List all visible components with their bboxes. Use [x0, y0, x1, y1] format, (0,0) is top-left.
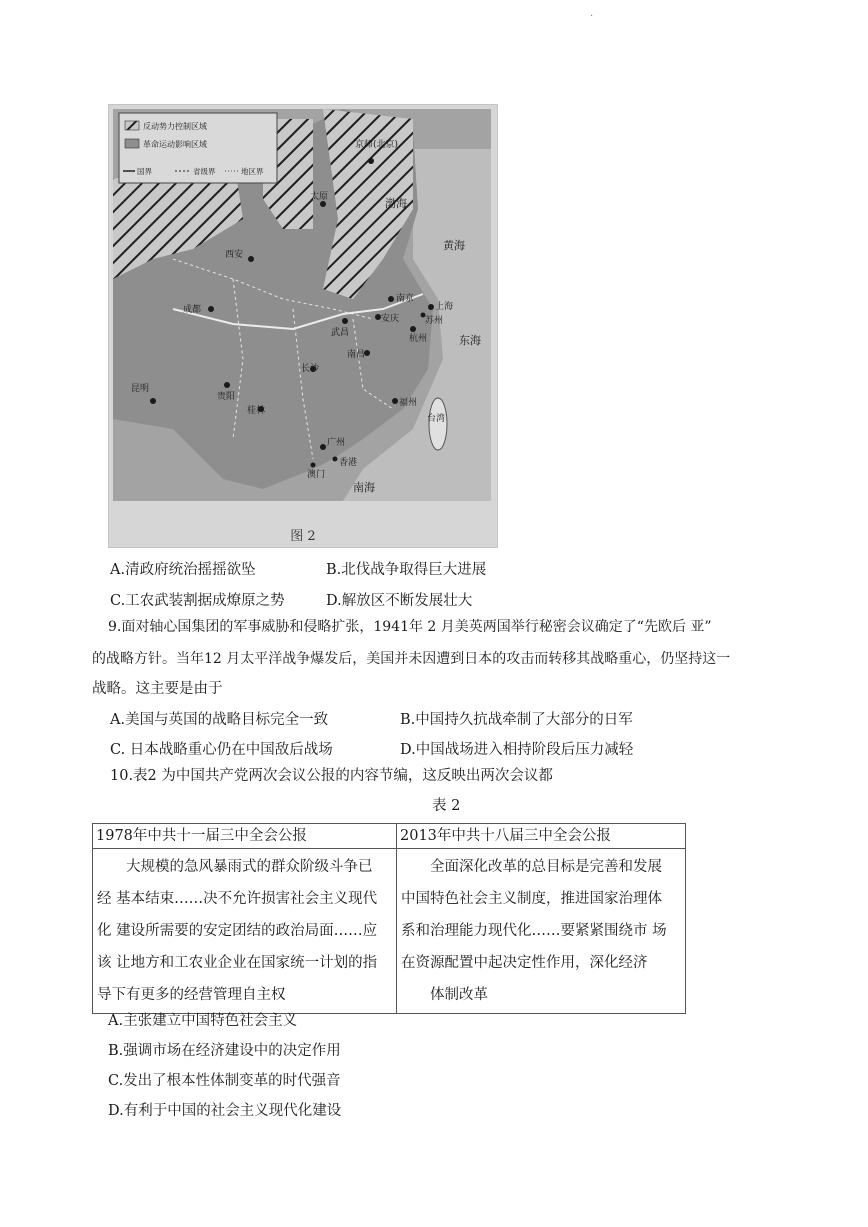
sea-label: 南海: [353, 481, 375, 494]
city-label: 南京: [396, 294, 415, 304]
q9-option-d[interactable]: D.中国战场进入相持阶段后压力减轻: [400, 742, 634, 758]
city-marker: [150, 398, 156, 404]
sea-label: 东海: [459, 334, 481, 347]
cell-line: 在资源配置中起决定性作用，深化经济: [401, 955, 648, 971]
q10-option-b[interactable]: B.强调市场在经济建设中的决定作用: [108, 1043, 341, 1059]
legend-provincial-border: 省级界: [193, 167, 216, 176]
city-marker: [428, 304, 434, 310]
city-marker: [333, 457, 338, 462]
legend-revolutionary: 革命运动影响区域: [143, 140, 207, 149]
q10-option-d[interactable]: D.有利于中国的社会主义现代化建设: [108, 1103, 342, 1119]
header-mark: .: [590, 8, 594, 19]
city-label: 京师(北京): [355, 140, 399, 150]
city-marker: [342, 318, 348, 324]
city-label: 南昌: [347, 350, 366, 360]
cell-line: 系和治理能力现代化……要紧紧围绕市 场: [401, 923, 667, 939]
q10-option-a[interactable]: A.主张建立中国特色社会主义: [108, 1013, 298, 1029]
cell-line: 大规模的急风暴雨式的群众阶级斗争已: [126, 859, 373, 875]
city-label: 安庆: [381, 314, 400, 324]
q10-option-c[interactable]: C.发出了根本性体制变革的时代强音: [108, 1073, 341, 1089]
city-label: 长沙: [301, 364, 320, 374]
figure-caption: 图 2: [290, 529, 316, 544]
cell-line: 化 建设所需要的安定团结的政治局面……应: [97, 923, 378, 939]
city-label: 台湾: [427, 414, 446, 424]
taiwan-island: [429, 398, 447, 450]
city-label: 福州: [399, 398, 418, 408]
city-label: 桂林: [247, 406, 266, 416]
city-label: 杭州: [409, 334, 428, 344]
legend-reactionary: 反动势力控制区域: [143, 122, 207, 131]
q8-option-b[interactable]: B.北伐战争取得巨大进展: [326, 562, 487, 578]
city-label: 西安: [225, 250, 244, 260]
city-marker: [208, 306, 214, 312]
city-marker: [248, 256, 254, 262]
city-label: 太原: [310, 192, 329, 202]
city-marker: [410, 326, 416, 332]
table-header-2013: 2013年中共十八届三中全会公报: [397, 824, 686, 849]
city-marker: [224, 382, 230, 388]
q9-stem-line1: 9.面对轴心国集团的军事威胁和侵略扩张，1941年 2 月美英两国举行秘密会议确定了“先欧后 亚”: [108, 619, 712, 635]
sea-label: 渤海: [385, 197, 407, 210]
q9-stem-line2: 的战略方针。当年12 月太平洋战争爆发后，美国并未因遭到日本的攻击而转移其战略重心，仍坚持这一: [92, 651, 731, 667]
map-graphic: [113, 109, 491, 501]
city-marker: [320, 444, 326, 450]
city-marker: [392, 398, 398, 404]
city-label: 苏州: [425, 316, 444, 326]
table-header-1978: 1978年中共十一届三中全会公报: [93, 824, 397, 849]
comparison-table: [92, 823, 686, 1014]
city-label: 成都: [183, 305, 202, 315]
q10-stem: 10.表2 为中国共产党两次会议公报的内容节编，这反映出两次会议都: [110, 768, 553, 784]
legend-regional-border: 地区界: [241, 167, 264, 176]
city-label: 澳门: [307, 470, 326, 480]
city-marker: [368, 158, 374, 164]
table-cell-1978: [93, 849, 397, 1014]
city-label: 昆明: [131, 384, 150, 394]
q8-option-d[interactable]: D.解放区不断发展壮大: [326, 593, 473, 609]
cell-line: 该 让地方和工农业企业在国家统一计划的指: [97, 955, 378, 971]
q8-option-c[interactable]: C.工农武装割据成燎原之势: [110, 593, 285, 609]
sea-label: 黄海: [443, 239, 465, 252]
cell-line: 导下有更多的经营管理自主权: [97, 987, 286, 1003]
city-label: 武昌: [331, 328, 350, 338]
city-marker: [388, 296, 394, 302]
legend-national-border: 国界: [137, 167, 152, 176]
q9-option-b[interactable]: B.中国持久抗战牵制了大部分的日军: [400, 712, 633, 728]
city-marker: [311, 463, 316, 468]
table-cell-2013: [397, 849, 686, 1014]
cell-line: 中国特色社会主义制度，推进国家治理体: [401, 891, 662, 907]
city-label: 上海: [435, 302, 454, 312]
cell-line: 全面深化改革的总目标是完善和发展: [430, 859, 662, 875]
q9-option-a[interactable]: A.美国与英国的战略目标完全一致: [110, 712, 329, 728]
table-title: 表 2: [432, 798, 461, 814]
city-label: 贵阳: [217, 392, 236, 402]
q9-stem-line3: 战略。这主要是由于: [92, 681, 223, 697]
historical-map: [113, 109, 491, 501]
city-label: 香港: [339, 458, 358, 468]
q8-option-a[interactable]: A.清政府统治摇摇欲坠: [110, 562, 256, 578]
figure-2: [108, 104, 498, 548]
cell-line: 体制改革: [430, 987, 488, 1003]
city-label: 广州: [327, 438, 346, 448]
cell-line: 经 基本结束……决不允许损害社会主义现代: [97, 891, 378, 907]
q9-option-c[interactable]: C. 日本战略重心仍在中国敌后战场: [110, 742, 333, 758]
